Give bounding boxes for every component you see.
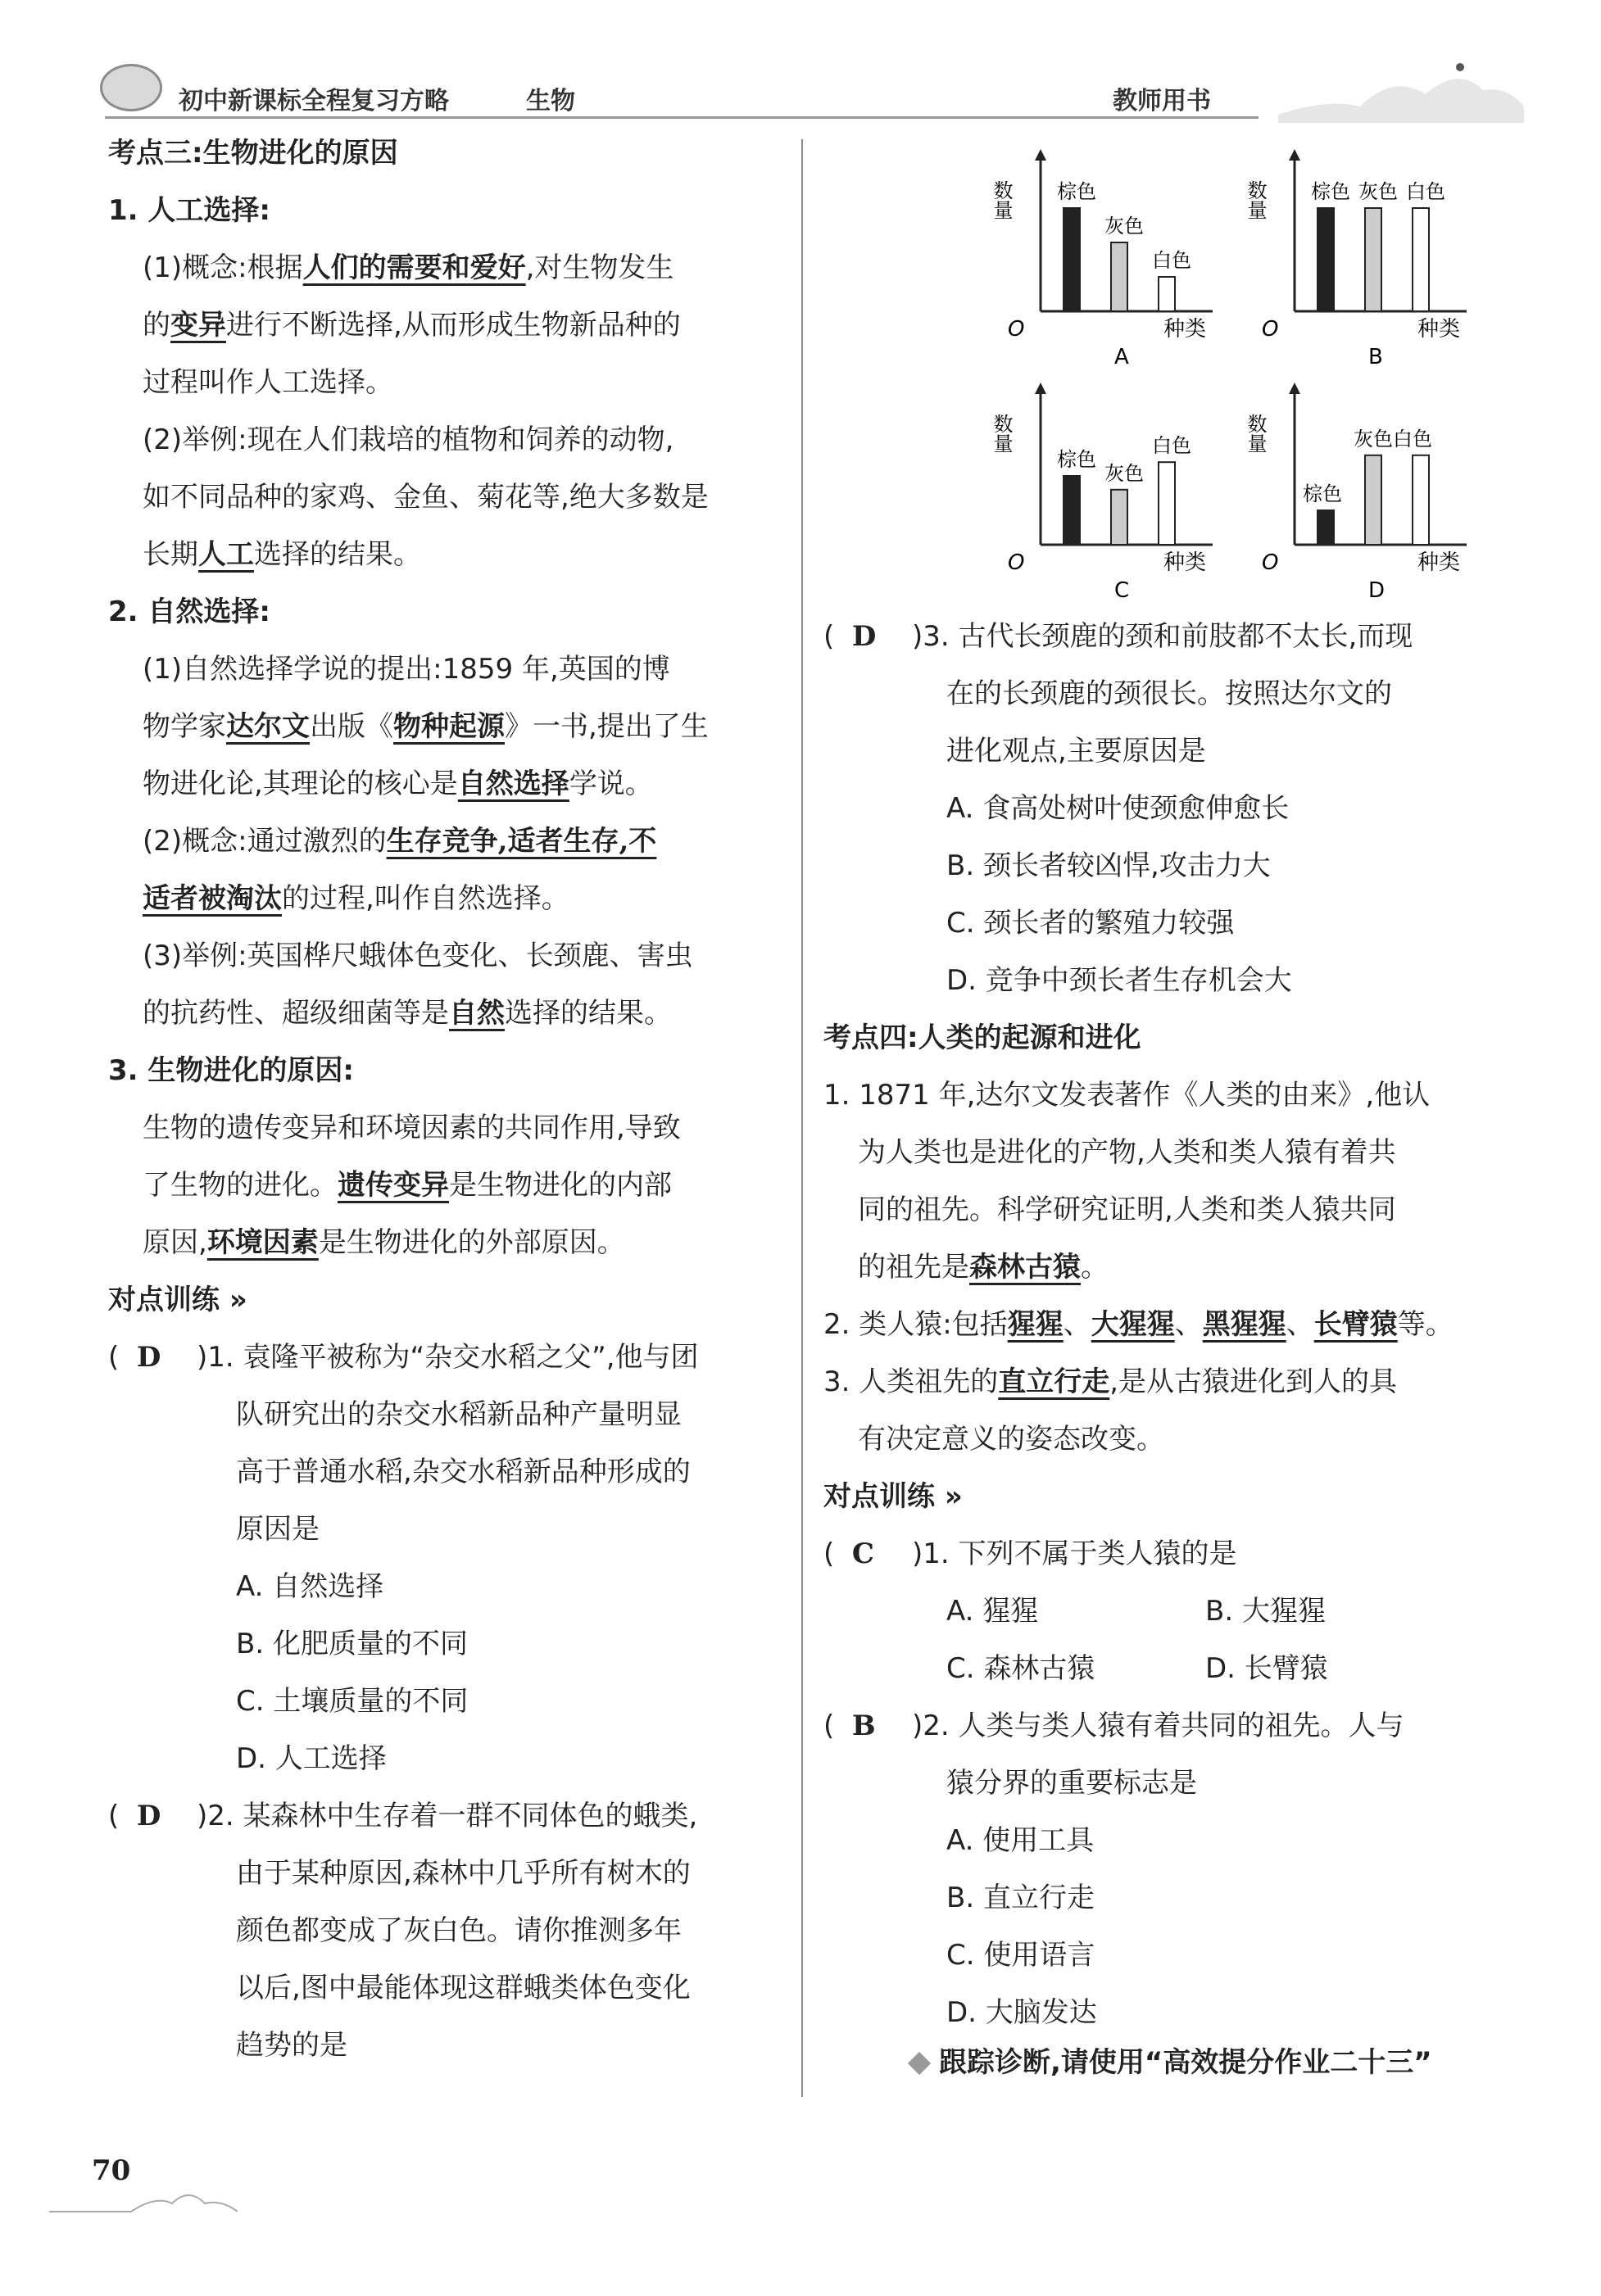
natural-p1-line3: 物进化论,其理论的核心是自然选择学说。 [143,768,653,800]
natural-p3-line2: 的抗药性、超级细菌等是自然选择的结果。 [143,997,672,1030]
question-2-line3: 颜色都变成了灰白色。请你推测多年 [236,1914,682,1947]
bar-0 [1318,510,1334,545]
natural-p1-line1: (1)自然选择学说的提出:1859 年,英国的博 [143,653,670,686]
artificial-example-line2: 如不同品种的家鸡、金鱼、菊花等,绝大多数是 [143,481,709,514]
bar-2 [1159,462,1175,545]
answer-fill: 变异 [170,309,226,342]
bar-0 [1064,476,1080,545]
cause-line2: 了生物的进化。遗传变异是生物进化的内部 [143,1169,672,1202]
origin-line2: 为人类也是进化的产物,人类和类人猿有着共 [858,1136,1396,1169]
category-label: 白色 [1152,434,1191,458]
tracker-note: 跟踪诊断,请使用“高效提分作业二十三” [911,2040,1432,2080]
category-label: 棕色 [1057,180,1096,203]
apes-line: 2. 类人猿:包括猩猩、大猩猩、黑猩猩、长臂猿等。 [823,1308,1454,1341]
category-label: 白色 [1152,249,1191,272]
y-axis-label: 数量 [990,414,1013,453]
question-3: ( D )3. 古代长颈鹿的颈和前肢都不太长,而现 [823,608,1528,665]
chart-a [983,147,1213,369]
bar-2 [1413,208,1429,311]
answer-fill: 达尔文 [226,710,310,743]
option: D. 大脑发达 [946,1996,1097,2029]
answer-fill: 自然选择 [457,768,569,800]
answer-fill: 适者被淘汰 [143,882,282,915]
answer-paren: ( B [823,1710,876,1742]
chart-panel-label: A [1114,345,1129,369]
origin-label: O [1008,550,1025,575]
y-axis-label: 数量 [1244,180,1267,220]
page-header [0,0,1601,139]
y-axis-label: 数量 [990,180,1013,220]
walk-line1: 3. 人类祖先的直立行走,是从古猿进化到人的具 [823,1365,1398,1398]
category-label: 棕色 [1303,482,1342,505]
answer-fill: 物种起源 [393,710,505,743]
category-label: 棕色 [1311,180,1350,203]
option: D. 长臂猿 [1205,1652,1328,1685]
double-chevron-icon: » [229,1284,247,1316]
artificial-heading: 1. 人工选择: [108,194,271,227]
option: A. 猩猩 [946,1595,1039,1628]
walk-line2: 有决定意义的姿态改变。 [858,1423,1164,1456]
subject-label: 生物 [526,87,575,115]
answer-fill: 大猩猩 [1091,1308,1175,1341]
option: D. 竞争中颈长者生存机会大 [946,964,1292,997]
y-axis-arrow [1035,149,1046,161]
origin-label: O [1262,550,1279,575]
option: A. 自然选择 [236,1570,384,1603]
chart-panel-label: D [1368,578,1386,602]
origin-line1: 1. 1871 年,达尔文发表著作《人类的由来》,他认 [823,1079,1431,1112]
option: C. 颈长者的繁殖力较强 [946,907,1235,940]
section3-title: 考点三:生物进化的原因 [108,137,398,170]
y-axis-arrow [1035,383,1046,394]
option: B. 直立行走 [946,1882,1095,1914]
option: A. 使用工具 [946,1824,1095,1857]
artificial-concept-line1: (1)概念:根据人们的需要和爱好,对生物发生 [143,251,674,284]
question-2-line2: 由于某种原因,森林中几乎所有树木的 [236,1857,691,1890]
natural-p1-line2: 物学家达尔文出版《物种起源》一书,提出了生 [143,710,709,743]
question-1-line2: 队研究出的杂交水稻新品种产量明显 [236,1398,682,1431]
question-2-line4: 以后,图中最能体现这群蛾类体色变化 [236,1972,691,2004]
answer-fill: 黑猩猩 [1202,1308,1286,1341]
answer-fill: 森林古猿 [969,1251,1081,1284]
bar-0 [1318,208,1334,311]
bar-1 [1111,490,1127,545]
training-title-left: 对点训练 » [108,1284,247,1316]
answer-paren: ( D [108,1341,161,1374]
natural-p3-line1: (3)举例:英国桦尺蛾体色变化、长颈鹿、害虫 [143,940,693,972]
bar-2 [1413,455,1429,545]
bar-0 [1064,208,1080,311]
bar-1 [1111,242,1127,311]
option-row [823,1583,1528,1640]
y-axis-label: 数量 [1244,414,1267,453]
answer-fill: 直立行走 [998,1365,1110,1398]
x-axis-label: 种类 [1417,317,1461,342]
right-question-2-line2: 猿分界的重要标志是 [946,1767,1197,1800]
column-divider [801,139,803,2097]
origin-line4: 的祖先是森林古猿。 [858,1251,1109,1284]
bar-1 [1365,208,1381,311]
left-column [108,125,788,2074]
header-rule [105,116,1259,119]
question-1-line3: 高于普通水稻,杂交水稻新品种形成的 [236,1456,691,1488]
category-label: 白色 [1406,180,1445,203]
category-label: 灰色 [1104,215,1144,238]
x-axis-label: 种类 [1163,550,1207,575]
origin-line3: 同的祖先。科学研究证明,人类和类人猿共同 [858,1193,1396,1226]
natural-p2-line1: (2)概念:通过激烈的生存竞争,适者生存,不 [143,825,657,858]
mountain-decoration-icon [1278,49,1524,123]
right-question-2: ( B )2. 人类与类人猿有着共同的祖先。人与 [823,1697,1528,1755]
question-1: ( D )1. 袁隆平被称为“杂交水稻之父”,他与团 [108,1329,788,1386]
answer-fill: 猩猩 [1007,1308,1064,1341]
artificial-concept-line2: 的变异进行不断选择,从而形成生物新品种的 [143,309,681,342]
cause-heading: 3. 生物进化的原因: [108,1054,355,1087]
option: B. 颈长者较凶悍,攻击力大 [946,849,1271,882]
training-title-right: 对点训练 » [823,1480,963,1513]
chart-panel-label: B [1368,345,1383,369]
chart-panel-label: C [1114,578,1130,602]
question-3-line3: 进化观点,主要原因是 [946,735,1206,768]
category-label: 灰色白色 [1354,427,1432,451]
page-number: 70 [92,2154,131,2187]
answer-fill: 遗传变异 [338,1169,449,1202]
option: B. 化肥质量的不同 [236,1628,468,1660]
answer-fill: 环境因素 [206,1226,319,1259]
option: C. 森林古猿 [946,1652,1095,1685]
option-row [823,1640,1528,1697]
right-question-1: ( C )1. 下列不属于类人猿的是 [823,1525,1528,1583]
answer-fill: 生存竞争,适者生存,不 [386,825,657,858]
question-1-line4: 原因是 [236,1513,320,1546]
answer-paren: ( D [823,620,877,653]
answer-fill: 自然 [449,997,505,1030]
double-chevron-icon: » [944,1480,963,1513]
footer-decoration-icon [49,2179,238,2220]
chart-b [1237,147,1483,369]
answer-fill: 长臂猿 [1313,1308,1398,1341]
y-axis-arrow [1289,383,1300,394]
chart-c [983,381,1213,602]
option: D. 人工选择 [236,1742,387,1775]
x-axis-label: 种类 [1163,317,1207,342]
artificial-example-line3: 长期人工选择的结果。 [143,538,421,571]
cause-line1: 生物的遗传变异和环境因素的共同作用,导致 [143,1112,681,1144]
answer-paren: ( D [108,1800,161,1832]
question-2-line5: 趋势的是 [236,2029,347,2062]
category-label: 棕色 [1057,448,1096,471]
edition-label: 教师用书 [1113,87,1211,115]
x-axis-label: 种类 [1417,550,1461,575]
option: B. 大猩猩 [1205,1595,1326,1628]
publisher-logo [100,64,162,111]
book-title: 初中新课标全程复习方略 [179,87,449,115]
answer-fill: 人们的需要和爱好 [302,251,526,284]
y-axis-arrow [1289,149,1300,161]
option: C. 使用语言 [946,1939,1095,1972]
category-label: 灰色 [1104,461,1144,485]
right-column [823,608,1528,2041]
origin-label: O [1008,317,1025,342]
natural-p2-line2: 适者被淘汰的过程,叫作自然选择。 [143,882,569,915]
chart-d [1237,381,1483,602]
artificial-example-line1: (2)举例:现在人们栽培的植物和饲养的动物, [143,423,674,456]
natural-heading: 2. 自然选择: [108,596,271,628]
option: C. 土壤质量的不同 [236,1685,469,1718]
cause-line3: 原因,环境因素是生物进化的外部原因。 [143,1226,625,1259]
answer-fill: 人工 [198,538,254,571]
category-label: 灰色 [1358,180,1398,203]
answer-paren: ( C [823,1537,874,1570]
artificial-concept-line3: 过程叫作人工选择。 [143,366,393,399]
option: A. 食高处树叶使颈愈伸愈长 [946,792,1290,825]
question-3-line2: 在的长颈鹿的颈很长。按照达尔文的 [946,677,1392,710]
bar-2 [1159,277,1175,311]
bar-1 [1365,455,1381,545]
section4-title: 考点四:人类的起源和进化 [823,1021,1141,1054]
question-2: ( D )2. 某森林中生存着一群不同体色的蛾类, [108,1787,788,1845]
origin-label: O [1262,317,1279,342]
diamond-bullet-icon [908,2052,931,2075]
